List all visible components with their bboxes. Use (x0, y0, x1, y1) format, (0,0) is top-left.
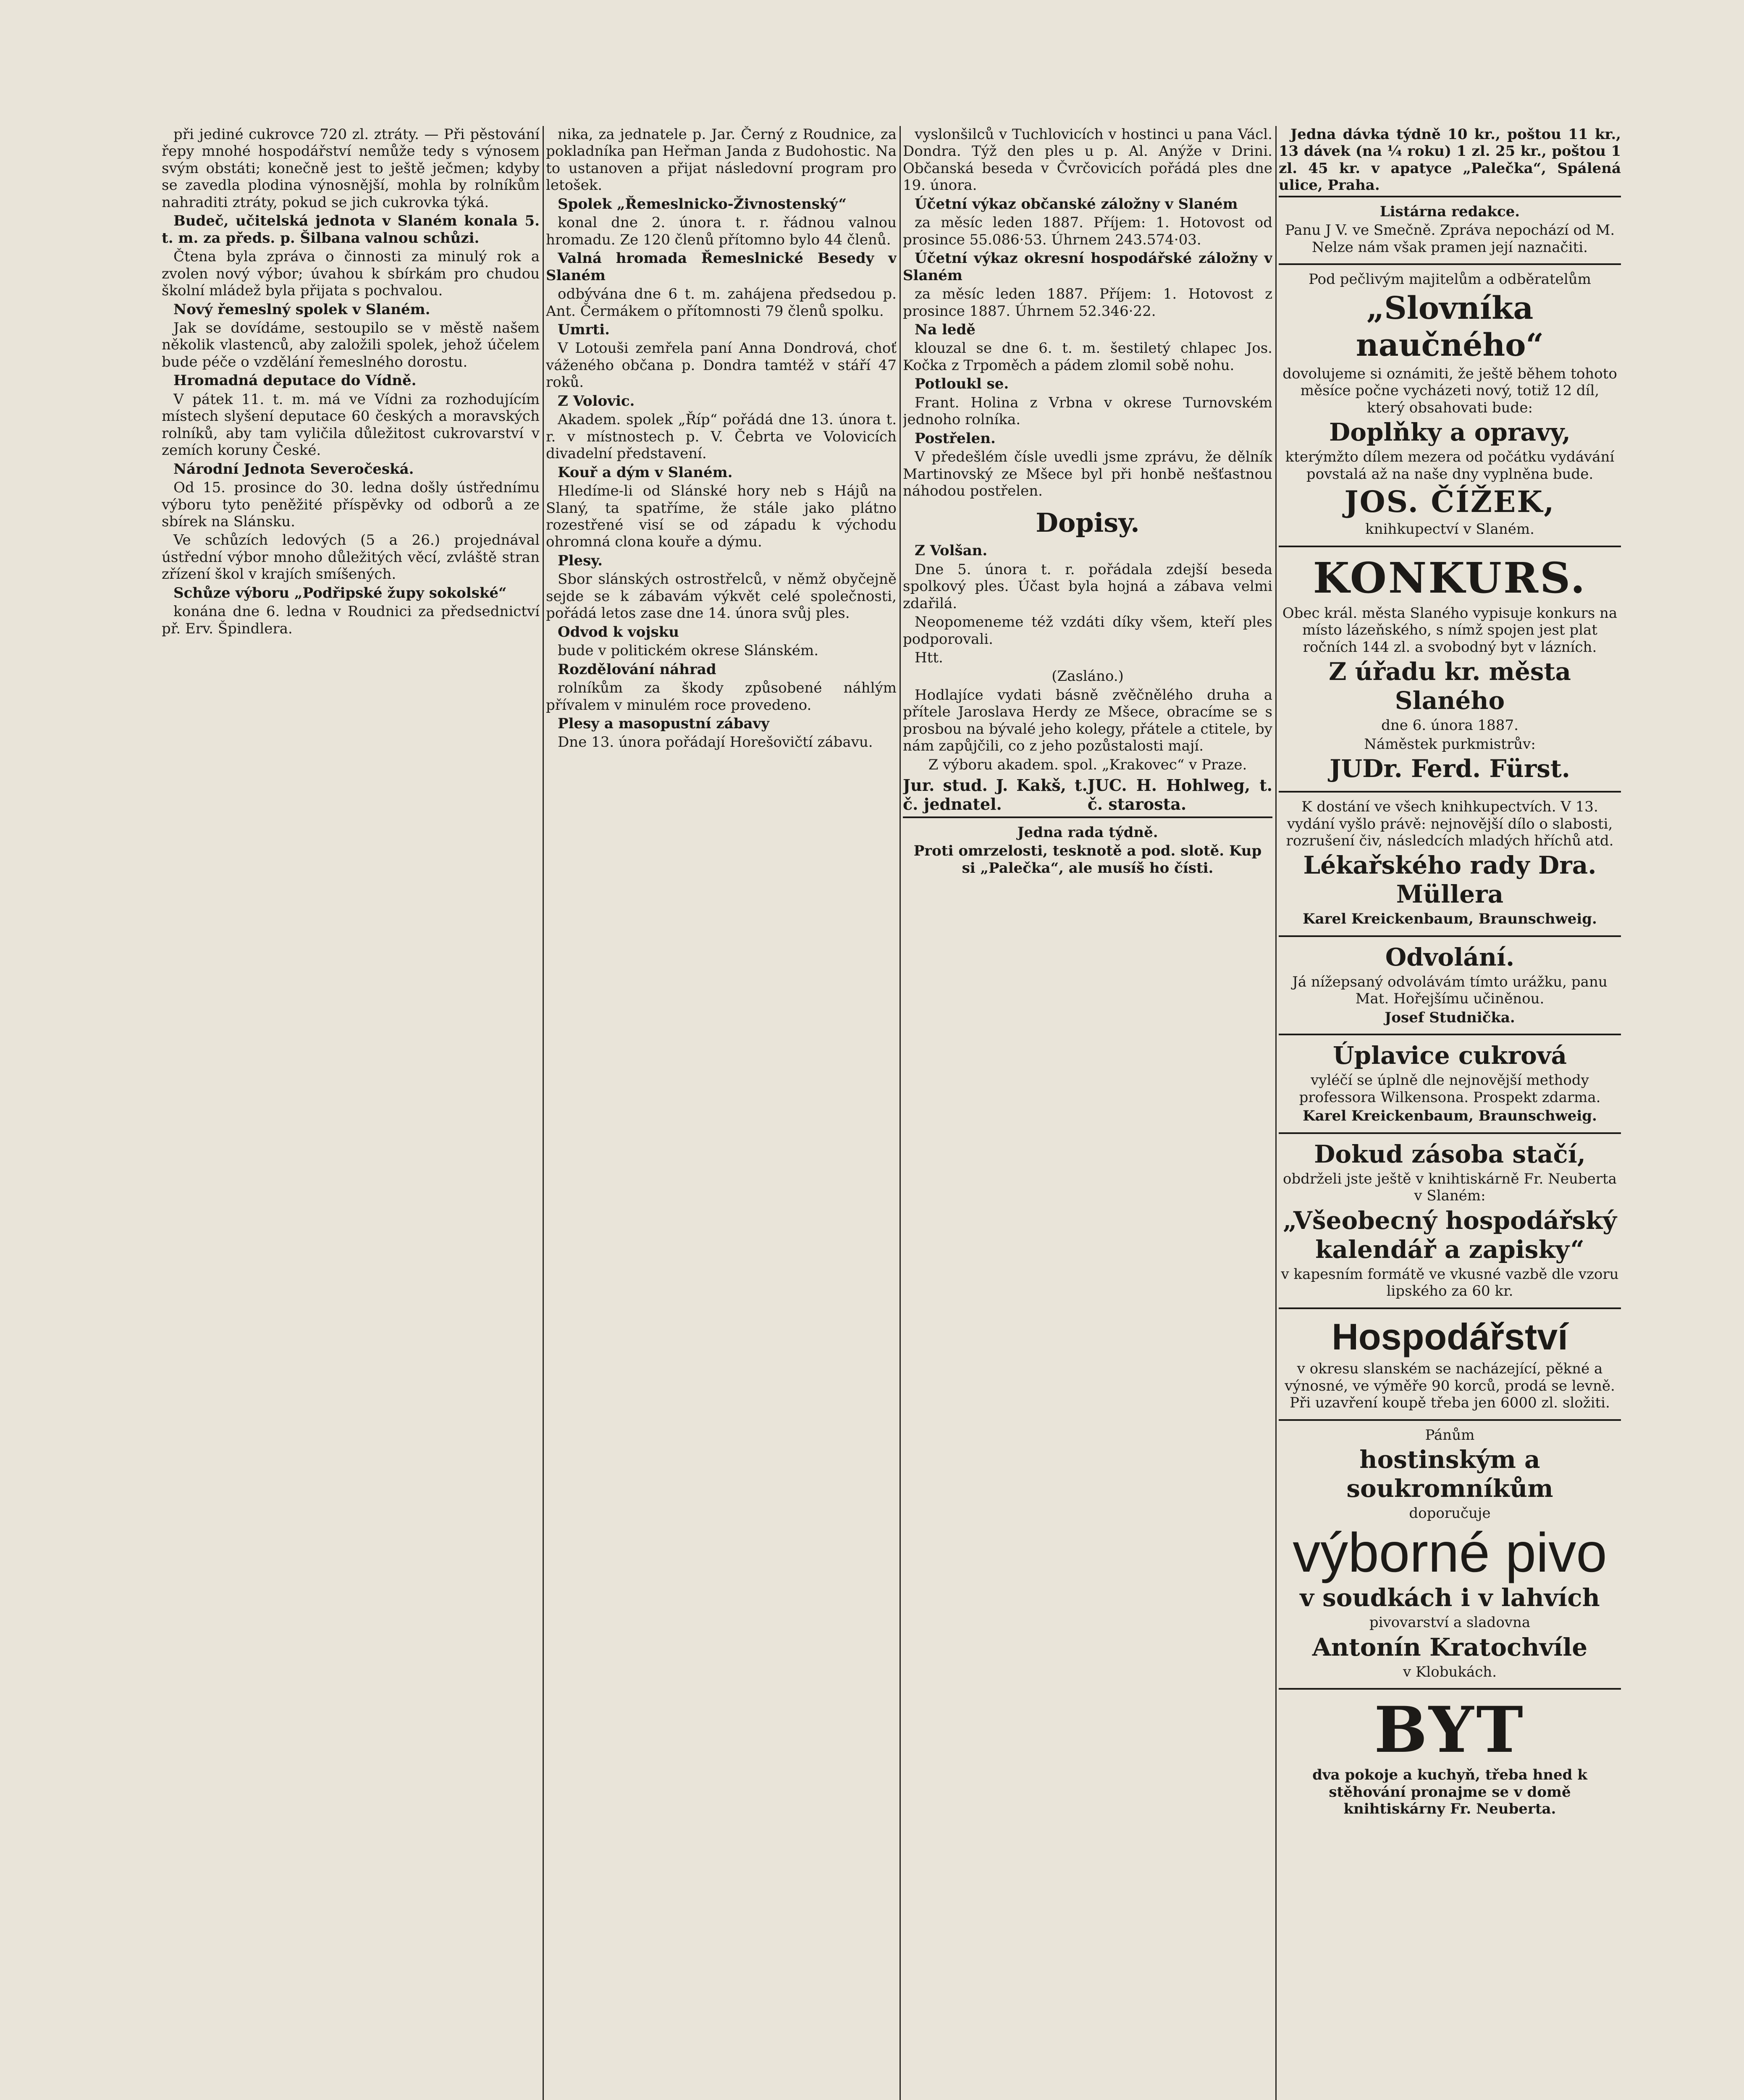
signature-right: JUC. H. Hohlweg, t. č. starosta. (1087, 776, 1272, 814)
article-paragraph: rolníkům za škody způsobené náhlým přívalem v minulém roce provedeno. (546, 680, 897, 714)
article-paragraph: Htt. (915, 649, 943, 666)
signature-left: Jur. stud. J. Kakš, t. č. jednatel. (903, 776, 1088, 814)
article-paragraph: při jediné cukrovce 720 zl. ztráty. — Při pěstování řepy mnohé hospodářství nemůže tedy s výnosem svým obstáti; konečně jest to ještě ječmen; kdyby se zavedla plodina výnosnější, mohla by rolníkům nahraditi ztráty, pokud se jich cukrovka týká. (162, 126, 540, 211)
listarna-redakce (1279, 196, 1621, 263)
hospodarstvi-title: Hospodářství (1332, 1315, 1568, 1357)
listarna-title: Listárna redakce. (1379, 203, 1520, 220)
article-heading: Potloukl se. (915, 375, 1009, 393)
column-rule (1275, 126, 1277, 2100)
article-paragraph: Dne 13. února pořádají Horešovičtí zábavu. (558, 734, 873, 751)
slovnik-ad (1279, 263, 1621, 546)
pivo-title: výborné pivo (1293, 1521, 1607, 1583)
article-paragraph: Ve schůzích ledových (5 a 26.) projednával ústřední výbor mnoho důležitých věcí, zvláště stran zřízení škol v krajích smíšených. (162, 532, 540, 583)
article-paragraph: klouzal se dne 6. t. m. šestiletý chlapec Jos. Kočka z Trpoměch a pádem zlomil sobě nohu. (903, 340, 1272, 374)
article-paragraph: V pátek 11. t. m. má ve Vídni za rozhodujícím místech slyšení deputace 60 českých a moravských rolníků, aby tam vyličila důležitost cukrovarství v zemích koruny České. (162, 391, 540, 459)
lekarske-title: Lékařského rady Dra. Müllera (1303, 851, 1597, 909)
column-3 (903, 126, 1272, 2100)
cizek-name: JOS. ČÍŽEK, (1344, 484, 1555, 519)
pivo-intro: Pánům (1425, 1426, 1475, 1444)
article-paragraph: V Lotouši zemřela paní Anna Dondrová, choť váženého občana p. Dondra tamtéž v stáří 47 roků. (546, 340, 897, 391)
article-heading: Na ledě (915, 321, 976, 338)
column-rule (543, 126, 544, 2100)
article-heading: Schůze výboru „Podřipské župy sokolské“ (173, 584, 507, 601)
hospodarstvi-ad (1279, 1307, 1621, 1419)
article-paragraph: Dne 5. února t. r. pořádala zdejší beseda spolkový ples. Účast byla hojná a zábava velmi zdařilá. (903, 561, 1272, 612)
article-heading: Plesy. (558, 552, 603, 569)
article-heading: Z Volšan. (915, 542, 988, 559)
zaslano-signatures (903, 776, 1272, 814)
pivo-name: Antonín Kratochvíle (1312, 1633, 1588, 1662)
konkurs-role: Náměstek purkmistrův: (1364, 735, 1536, 753)
byt-text: dva pokoje a kuchyň, třeba hned k stěhování pronajme se v domě knihtiskárny Fr. Neuberta. (1312, 1767, 1587, 1817)
article-paragraph: Jak se dovídáme, sestoupilo se v městě našem několik vlastenců, aby založili spolek, jehož účelem bude péče o vzdělání řemeslného dorostu. (162, 319, 540, 370)
article-paragraph: Sbor slánských ostrostřelců, v němž obyčejně sejde se k zábavám výkvět celé společnosti, pořádá letos zase dne 14. února svůj ples. (546, 571, 897, 622)
palecek-text: Proti omrzelosti, tesknotě a pod. slotě. Kup si „Palečka“, ale musíš ho čísti. (913, 843, 1262, 877)
pivo-text2: doporučuje (1409, 1505, 1491, 1522)
pivo-place: v Klobukách. (1403, 1663, 1497, 1680)
zaslano-heading: (Zasláno.) (1052, 668, 1124, 685)
article-heading: Kouř a dým v Slaném. (558, 464, 733, 481)
column-1 (162, 126, 540, 2100)
article-paragraph: Hledíme-li od Slánské hory neb s Hájů na Slaný, ta spatříme, že stále jako plátno rozestřené visí se od západu k východu ohromná clona kouře a dýmu. (546, 483, 897, 551)
column-rule (900, 126, 901, 2100)
article-heading: Z Volovic. (558, 392, 635, 410)
uplavice-ad (1279, 1034, 1621, 1132)
palecek-title: Jedna rada týdně. (1017, 824, 1158, 841)
article-paragraph: bude v politickém okrese Slánském. (558, 642, 819, 659)
article-paragraph: za měsíc leden 1887. Příjem: 1. Hotovost z prosince 1887. Úhrnem 52.346·22. (903, 286, 1272, 320)
palecek-ad (903, 816, 1272, 884)
article-paragraph: za měsíc leden 1887. Příjem: 1. Hotovost od prosince 55.086·53. Úhrnem 243.574·03. (903, 214, 1272, 248)
article-paragraph: konána dne 6. ledna v Roudnici za předsednictví př. Erv. Špindlera. (162, 603, 540, 637)
pivo-ad (1279, 1419, 1621, 1688)
hospodarstvi-text: v okresu slanském se nacházející, pěkné a výnosné, ve výměře 90 korců, prodá se levně. Při uzavření koupě třeba jen 6000 zl. složiti. (1285, 1360, 1615, 1412)
dopisy-heading: Dopisy. (1036, 507, 1140, 538)
article-paragraph: Od 15. prosince do 30. ledna došly ústřednímu výboru tyto peněžité příspěvky od odborů a ze sbírek na Slánsku. (162, 479, 540, 530)
uplavice-title: Úplavice cukrová (1332, 1041, 1567, 1070)
article-heading: Rozdělování náhrad (558, 661, 716, 678)
column-4 (1279, 126, 1621, 2100)
konkurs-text: Obec král. města Slaného vypisuje konkurs na místo lázeňského, s nímž spojen jest plat ročních 144 zl. a svobodný byt v lázních. (1282, 604, 1618, 656)
palecek-price: Jedna dávka týdně 10 kr., poštou 11 kr., 13 dávek (na ¼ roku) 1 zl. 25 kr., poštou 1 zl. 45 kr. v apatyce „Palečka“, Spálená ulice, Praha. (1279, 126, 1621, 194)
zaslano-text: Hodlajíce vydati básně zvěčnělého druha a přítele Jaroslava Herdy ze Mšece, obracíme se s prosbou na bývalé jeho kolegy, přátele a ctitele, by nám zapůjčili, co z jeho pozůstalosti mají. (903, 686, 1272, 755)
article-heading: Umrti. (558, 321, 610, 338)
article-paragraph: V předešlém čísle uvedli jsme zprávu, že dělník Martinovský ze Mšece byl při honbě nešťastnou náhodou postřelen. (903, 449, 1272, 500)
pivo-sub: v soudkách i v lahvích (1300, 1583, 1600, 1612)
slovnik-text2: kterýmžto dílem mezera od počátku vydávání povstalá až na naše dny vyplněna bude. (1285, 449, 1615, 483)
pivo-text1: hostinským a soukromníkům (1346, 1445, 1553, 1503)
konkurs-ad (1279, 546, 1621, 791)
lekarske-name: Karel Kreickenbaum, Braunschweig. (1303, 911, 1597, 928)
article-paragraph: vyslonšilců v Tuchlovicích v hostinci u pana Václ. Dondra. Týž den ples u p. Al. Anýže v Drini. Občanská beseda v Čvrčovicích pořádá ples dne 19. února. (903, 126, 1272, 194)
article-paragraph: konal dne 2. února t. r. řádnou valnou hromadu. Ze 120 členů přítomno bylo 44 členů. (546, 214, 897, 248)
odvolani-text: Já nížepsaný odvolávám tímto urážku, panu Mat. Hořejšímu učiněnou. (1292, 973, 1608, 1008)
slovnik-intro: Pod pečlivým majitelům a odběratelům (1309, 271, 1591, 288)
article-heading: Budeč, učitelská jednota v Slaném konala 5. t. m. za předs. p. Šilbana valnou schůzi. (162, 213, 540, 247)
lekarske-text: K dostání ve všech knihkupectvích. V 13. vydání vyšlo právě: nejnovější dílo o slabosti, rozrušení čiv, následcích mladých hříchů atd. (1286, 798, 1614, 849)
article-paragraph: nika, za jednatele p. Jar. Černý z Roudnice, za pokladníka pan Heřman Janda z Budohostic. Na to ustanoven a přijat následovní program pro letošek. (546, 126, 897, 194)
article-heading: Odvod k vojsku (558, 623, 679, 640)
article-heading: Národní Jednota Severočeská. (173, 460, 414, 478)
zaslano-org: Z výboru akadem. spol. „Krakovec“ v Praze. (928, 756, 1247, 773)
article-heading: Nový řemeslný spolek v Slaném. (173, 301, 430, 318)
odvolani-title: Odvolání. (1385, 942, 1515, 971)
article-paragraph: Čtena byla zpráva o činnosti za minulý rok a zvolen nový výbor; úvahou k sbírkám pro chudou školní mládež byla přijata s pochvalou. (162, 248, 540, 299)
uplavice-name: Karel Kreickenbaum, Braunschweig. (1303, 1108, 1597, 1125)
article-heading: Postřelen. (915, 430, 996, 447)
uplavice-text: vyléčí se úplně dle nejnovější methody professora Wilkensona. Prospekt zdarma. (1299, 1072, 1601, 1106)
slovnik-title: „Slovníka naučného“ (1356, 290, 1544, 363)
article-heading: Plesy a masopustní zábavy (558, 715, 770, 732)
article-paragraph: Neopomeneme též vzdáti díky všem, kteří ples podporovali. (903, 614, 1272, 648)
slovnik-text: dovolujeme si oznámiti, že ještě během tohoto měsíce počne vycházeti nový, totiž 12 díl, který obsahovati bude: (1282, 365, 1617, 416)
article-paragraph: Frant. Holina z Vrbna v okrese Turnovském jednoho rolníka. (903, 394, 1272, 428)
kalendar-price: v kapesním formátě ve vkusné vazbě dle vzoru lipského za 60 kr. (1281, 1265, 1619, 1300)
kalendar-text: obdrželi jste ještě v knihtiskárně Fr. Neuberta v Slaném: (1283, 1170, 1617, 1205)
article-paragraph: odbývána dne 6 t. m. zahájena předsedou p. Ant. Čermákem o přítomnosti 79 členů spolku. (546, 286, 897, 320)
article-heading: Valná hromada Řemeslnické Besedy v Slaném (546, 250, 897, 284)
article-heading: Účetní výkaz občanské záložny v Slaném (915, 195, 1238, 213)
slovnik-sub: Doplňky a opravy, (1329, 418, 1571, 447)
konkurs-office: Z úřadu kr. města Slaného (1329, 657, 1571, 715)
pivo-text3: pivovarství a sladovna (1369, 1614, 1531, 1631)
kalendar-ad (1279, 1132, 1621, 1307)
odvolani-ad (1279, 935, 1621, 1034)
konkurs-date: dne 6. února 1887. (1381, 717, 1518, 734)
konkurs-name: JUDr. Ferd. Fürst. (1330, 754, 1570, 783)
cizek-role: knihkupectví v Slaném. (1365, 521, 1534, 538)
kalendar-title: Dokud zásoba stačí, (1314, 1139, 1586, 1168)
listarna-text: Panu J V. ve Smečně. Zpráva nepochází od M. Nelze nám však pramen její naznačiti. (1285, 222, 1615, 256)
kalendar-book: „Všeobecný hospodářský kalendář a zapisky“ (1283, 1206, 1617, 1264)
column-2 (546, 126, 897, 2100)
lekarske-ad (1279, 791, 1621, 935)
article-heading: Účetní výkaz okresní hospodářské záložny v Slaném (903, 250, 1272, 284)
byt-title: BYT (1374, 1693, 1526, 1767)
konkurs-title: KONKURS. (1313, 553, 1587, 603)
article-heading: Spolek „Řemeslnicko-Živnostenský“ (558, 195, 847, 213)
odvolani-sig: Josef Studnička. (1385, 1009, 1515, 1026)
byt-ad (1279, 1688, 1621, 1825)
article-paragraph: Akadem. spolek „Říp“ pořádá dne 13. února t. r. v místnostech p. V. Čebrta ve Volovicích divadelní představení. (546, 411, 897, 462)
article-heading: Hromadná deputace do Vídně. (173, 372, 417, 389)
